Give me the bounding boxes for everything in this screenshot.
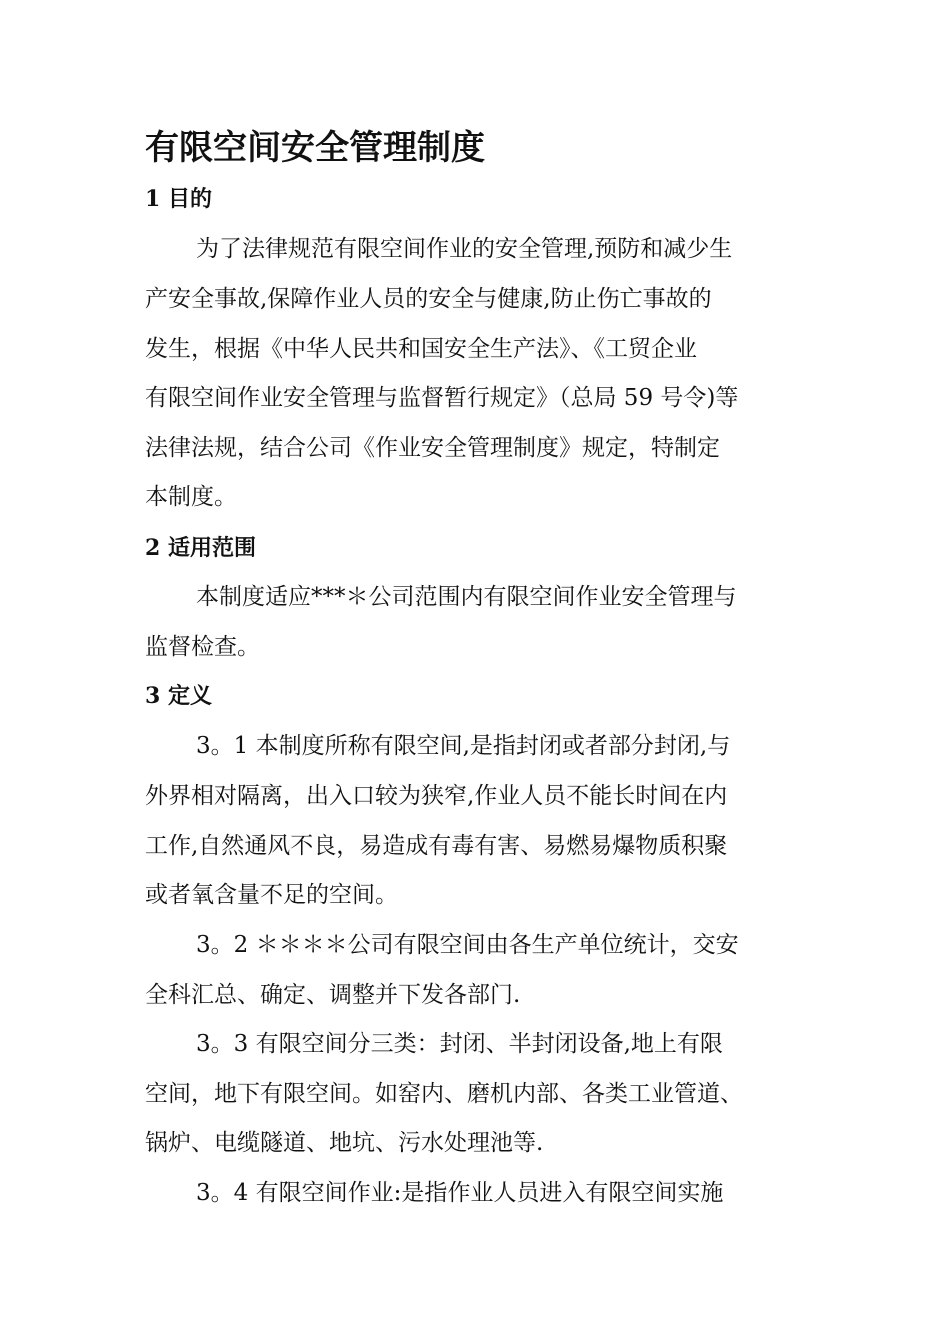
paragraph-line: 3。3 有限空间分三类：封闭、半封闭设备,地上有限: [196, 1031, 723, 1057]
paragraph-line: 产安全事故,保障作业人员的安全与健康,防止伤亡事故的: [145, 286, 712, 312]
section-heading-definitions: 3 定义: [145, 683, 212, 709]
paragraph-line: 全科汇总、确定、调整并下发各部门.: [145, 982, 521, 1008]
section-heading-purpose: 1 目的: [145, 186, 212, 212]
paragraph-line: 3。2 ＊＊＊＊公司有限空间由各生产单位统计，交安: [196, 932, 739, 958]
paragraph-line: 3。4 有限空间作业:是指作业人员进入有限空间实施: [196, 1180, 724, 1206]
paragraph-line: 有限空间作业安全管理与监督暂行规定》（总局 59 号令)等: [145, 385, 739, 411]
section-heading-scope: 2 适用范围: [145, 535, 256, 561]
paragraph-line: 外界相对隔离，出入口较为狭窄,作业人员不能长时间在内: [145, 783, 728, 809]
paragraph-line: 3。1 本制度所称有限空间,是指封闭或者部分封闭,与: [196, 733, 731, 759]
paragraph-line: 本制度。: [145, 484, 237, 510]
paragraph-line: 法律法规，结合公司《作业安全管理制度》规定，特制定: [145, 435, 720, 461]
paragraph-line: 本制度适应***＊公司范围内有限空间作业安全管理与: [196, 584, 737, 610]
paragraph-line: 空间，地下有限空间。如窑内、磨机内部、各类工业管道、: [145, 1081, 743, 1107]
paragraph-line: 或者氧含量不足的空间。: [145, 882, 398, 908]
paragraph-line: 工作,自然通风不良，易造成有毒有害、易燃易爆物质积聚: [145, 833, 728, 859]
paragraph-line: 监督检查。: [145, 634, 260, 660]
paragraph-line: 为了法律规范有限空间作业的安全管理,预防和减少生: [196, 236, 733, 262]
paragraph-line: 发生，根据《中华人民共和国安全生产法》、《工贸企业: [145, 336, 697, 362]
document-title: 有限空间安全管理制度: [145, 128, 485, 168]
paragraph-line: 锅炉、电缆隧道、地坑、污水处理池等.: [145, 1130, 544, 1156]
